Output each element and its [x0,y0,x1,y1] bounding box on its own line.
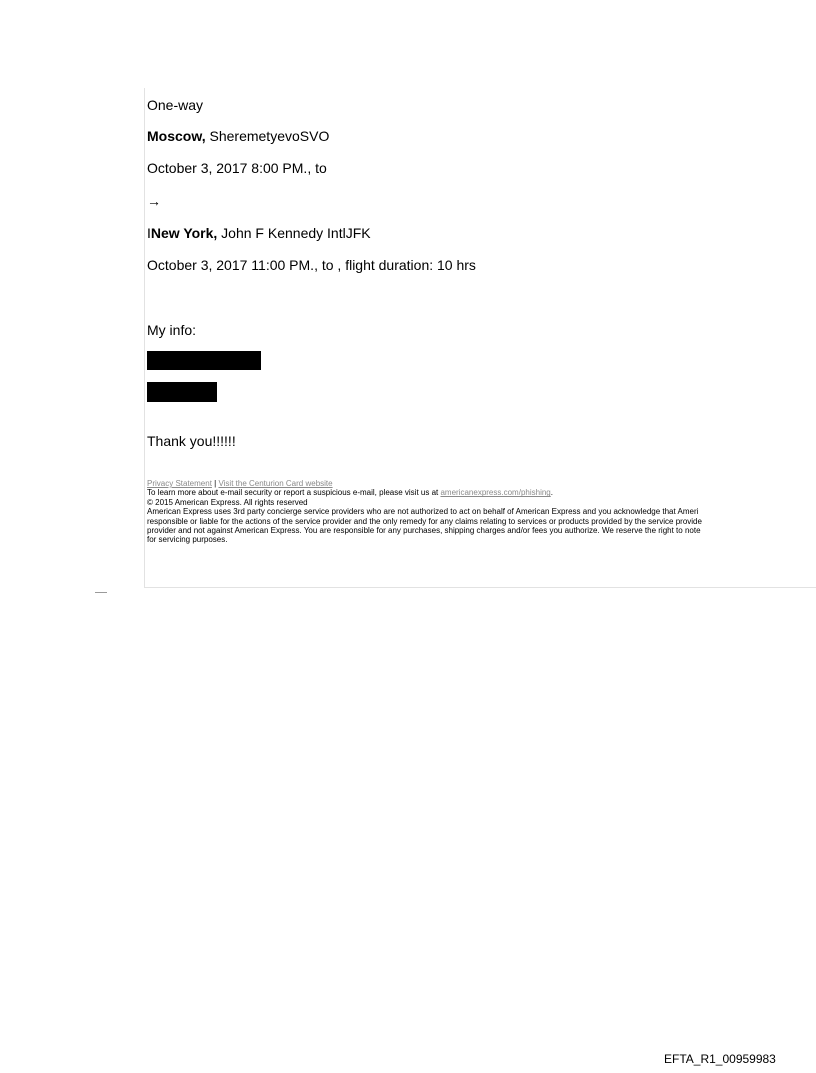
phishing-link[interactable]: americanexpress.com/phishing [440,488,551,498]
origin-airport: SheremetyevoSVO [205,128,330,144]
phishing-suffix: . [550,488,553,498]
security-text: To learn more about e-mail security or report a suspicious e-mail, please visit us at [147,488,441,498]
footer-links [147,479,816,488]
copyright-text: © 2015 American Express. All rights reserved [147,497,308,507]
destination-city: New York, [150,225,218,241]
email-footer [147,479,816,545]
document-id: EFTA_R1_00959983 [664,1052,776,1066]
destination-marker: I [147,225,151,241]
origin-datetime: October 3, 2017 8:00 PM., to [147,160,327,176]
my-info-label: My info: [147,322,197,338]
disclaimer-line: American Express uses 3rd party concierge service providers who are not authorized to act on behalf of American Express and you acknowledge that Ameri [147,507,699,517]
disclaimer-line: provider and not against American Express. You are responsible for any purchases, shipping charges and/or fees you authorize. We reserve the right to note [147,526,701,536]
arrow-icon: → [147,193,161,209]
security-notice [147,488,816,497]
origin-city: Moscow, [147,128,206,144]
privacy-statement-link[interactable]: Privacy Statement [147,479,212,488]
divider [95,592,107,593]
destination-airport: John F Kennedy IntlJFK [217,225,371,241]
disclaimer-line: for servicing purposes. [147,535,228,545]
redaction-block [147,382,217,402]
destination-line [147,225,371,241]
centurion-website-link[interactable]: Visit the Centurion Card website [218,479,333,488]
origin-line [147,128,329,144]
destination-datetime: October 3, 2017 11:00 PM., to , flight duration: 10 hrs [147,257,476,273]
redaction-block [147,351,261,370]
email-body [144,88,816,588]
trip-type: One-way [147,97,204,113]
link-separator: | [211,479,219,488]
closing-text: Thank you!!!!!! [147,433,236,449]
disclaimer-line: responsible or liable for the actions of the service provider and the only remedy for any claims relating to services or products provided by the service provide [147,516,702,526]
